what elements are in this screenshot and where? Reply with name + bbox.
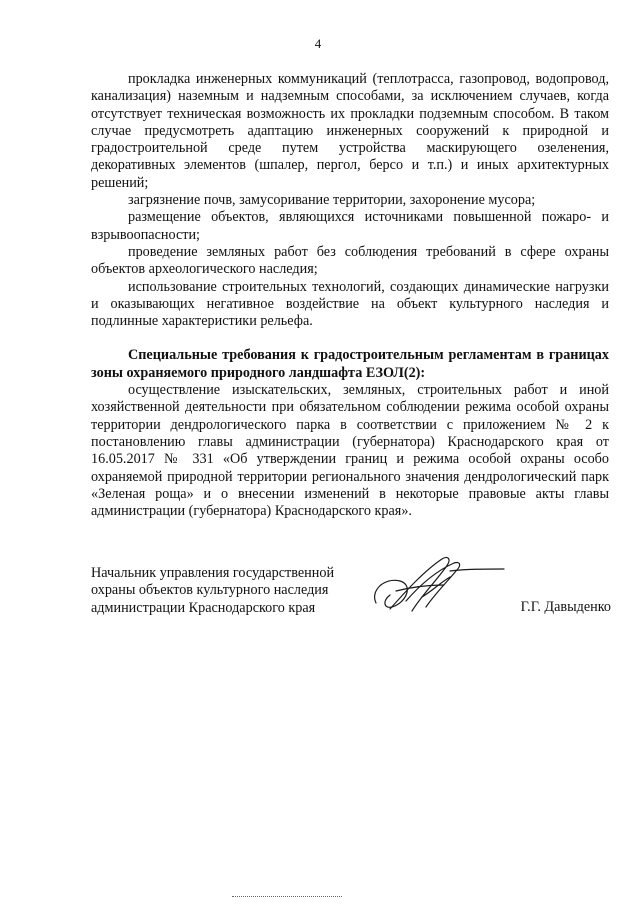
signatory-title-line: администрации Краснодарского края [91,599,316,616]
special-requirements-heading: Специальные требования к градостроительным регламентам в границах зоны охраняемого природного ландшафта ЕЗОЛ(2): [91,347,609,381]
signatory-name: Г.Г. Давыденко [520,599,611,615]
signatory-title-line: охраны объектов культурного наследия [91,582,329,599]
document-body [91,71,609,520]
restriction-paragraph-engineering: прокладка инженерных коммуникаций (теплотрасса, газопровод, водопровод, канализация) наземным и надземным способами, за исключением случаев, когда отсутствует техническая возможность их прокладки подземным способом. В таком случае предусмотреть адаптацию инженерных сооружений к природной и градостроительной среде путем устройства маскирующего озеленения, декоративных элементов (шпалер, пергол, берсо и т.п.) и иных архитектурных решений; [91,71,609,191]
footer-divider [232,896,342,899]
restriction-paragraph-fire-hazard: размещение объектов, являющихся источниками повышенной пожаро- и взрывоопасности; [91,209,609,243]
page-number: 4 [314,36,322,51]
special-requirements-text: осуществление изыскательских, земляных, строительных работ и иной хозяйственной деятельности при обязательном соблюдении режима особой охраны территории дендрологического парка в соответствии с приложением № 2 к постановлению главы администрации (губернатора) Краснодарского края от 16.05.2017 № 331 «Об утверждении границ и режима особой охраны особо охраняемой природной территории регионального значения дендрологический парк «Зеленая роща» и о внесении изменений в некоторые правовые акты главы администрации (губернатора) Краснодарского края». [91,382,609,520]
signatory-title [91,565,391,617]
signatory-title-line: Начальник управления государственной [91,565,335,581]
signature-block [91,565,611,625]
restriction-paragraph-earthworks: проведение земляных работ без соблюдения требований в сфере охраны объектов археологического наследия; [91,243,609,278]
handwritten-signature [366,551,506,617]
restriction-paragraph-technologies: использование строительных технологий, создающих динамические нагрузки и оказывающих негативное воздействие на объект культурного наследия и подлинные характеристики рельефа. [91,278,609,330]
restriction-paragraph-pollution: загрязнение почв, замусоривание территории, захоронение мусора; [128,192,536,209]
